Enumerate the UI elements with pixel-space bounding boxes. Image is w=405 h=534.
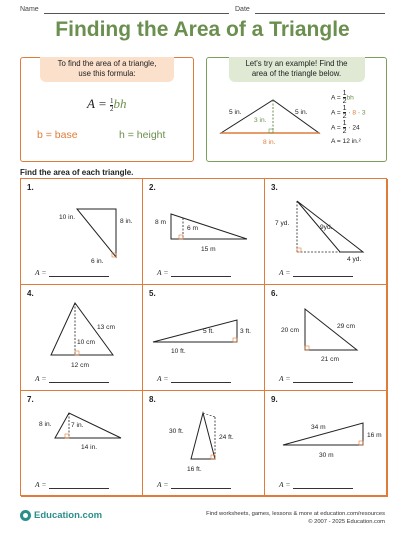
answer-line[interactable]: A = <box>35 480 109 489</box>
example-heading-2: area of the triangle below. <box>251 69 342 78</box>
example-steps <box>331 90 366 148</box>
answer-line[interactable]: A = <box>35 374 109 383</box>
formula-box <box>20 57 194 162</box>
svg-text:6 in.: 6 in. <box>91 258 104 265</box>
example-heading-1: Let's try an example! Find the <box>245 59 348 68</box>
height-legend: h = height <box>119 129 166 141</box>
problem-6 <box>265 285 388 391</box>
problem-9 <box>265 391 388 497</box>
formula-heading-1: To find the area of a triangle, <box>57 59 157 68</box>
svg-text:16 ft.: 16 ft. <box>187 466 202 473</box>
answer-line[interactable]: A = <box>35 268 109 277</box>
step-1: A = $\frac{1}{2}$ bh <box>331 90 354 105</box>
svg-text:10 in.: 10 in. <box>59 214 76 221</box>
svg-text:30 ft.: 30 ft. <box>169 428 184 435</box>
svg-text:10 ft.: 10 ft. <box>171 348 186 355</box>
example-right-side: 5 in. <box>295 109 308 116</box>
svg-text:20 cm: 20 cm <box>281 327 299 334</box>
problem-5 <box>143 285 265 391</box>
problem-3 <box>265 179 388 285</box>
problem-8 <box>143 391 265 497</box>
svg-text:30 m: 30 m <box>319 452 334 459</box>
svg-text:24 ft.: 24 ft. <box>219 434 234 441</box>
problem-7 <box>21 391 143 497</box>
problem-number: 9. <box>271 395 278 404</box>
problem-1 <box>21 179 143 285</box>
problem-number: 1. <box>27 183 34 192</box>
footer-line-1: Find worksheets, games, lessons & more at education.com/resources <box>206 511 385 517</box>
step-3: A = $\frac{1}{2}$ · 24 <box>331 120 360 135</box>
formula-right: bh <box>113 96 127 111</box>
problem-4 <box>21 285 143 391</box>
answer-line[interactable]: A = <box>279 268 353 277</box>
education-logo-icon <box>20 510 31 521</box>
base-legend: b = base <box>37 129 78 141</box>
footer-text <box>206 510 385 526</box>
problem-number: 6. <box>271 289 278 298</box>
svg-text:3 ft.: 3 ft. <box>240 328 251 335</box>
example-height: 3 in. <box>254 117 267 124</box>
answer-line[interactable]: A = <box>279 374 353 383</box>
svg-text:13 cm: 13 cm <box>97 324 115 331</box>
svg-text:7 yd.: 7 yd. <box>275 220 290 227</box>
problem-number: 4. <box>27 289 34 298</box>
svg-text:34 m: 34 m <box>311 424 326 431</box>
instructions: Find the area of each triangle. <box>20 168 134 177</box>
date-label: Date <box>235 6 250 13</box>
svg-text:21 cm: 21 cm <box>321 356 339 363</box>
svg-text:8 in.: 8 in. <box>120 218 133 225</box>
answer-line[interactable]: A = <box>157 268 231 277</box>
svg-text:8 in.: 8 in. <box>39 421 52 428</box>
example-box <box>206 57 387 162</box>
svg-text:7 in.: 7 in. <box>71 422 84 429</box>
svg-text:8 m: 8 m <box>155 219 166 226</box>
svg-text:9yd.: 9yd. <box>320 224 333 231</box>
svg-text:10 cm: 10 cm <box>77 339 95 346</box>
step-2: A = $\frac{1}{2}$ · 8 · 3 <box>331 105 366 120</box>
problem-2 <box>143 179 265 285</box>
svg-text:5 ft.: 5 ft. <box>203 328 214 335</box>
problem-number: 7. <box>27 395 34 404</box>
problem-number: 2. <box>149 183 156 192</box>
education-logo[interactable]: Education.com <box>20 510 102 521</box>
svg-text:12 cm: 12 cm <box>71 362 89 369</box>
date-field[interactable] <box>255 13 385 14</box>
name-label: Name <box>20 6 39 13</box>
formula-heading-2: use this formula: <box>78 69 136 78</box>
area-formula <box>87 96 126 113</box>
svg-text:14 in.: 14 in. <box>81 444 98 451</box>
formula-box-header <box>40 57 174 82</box>
answer-line[interactable]: A = <box>279 480 353 489</box>
example-base: 8 in. <box>263 139 276 146</box>
problem-grid <box>20 178 387 496</box>
name-field[interactable] <box>44 13 229 14</box>
page-title: Finding the Area of a Triangle <box>55 18 350 41</box>
half-fraction: $\frac{1}{2}$ <box>109 96 114 113</box>
svg-text:4 yd.: 4 yd. <box>347 256 362 263</box>
answer-line[interactable]: A = <box>157 480 231 489</box>
answer-line[interactable]: A = <box>157 374 231 383</box>
footer-line-2: © 2007 - 2025 Education.com <box>308 519 385 525</box>
svg-text:16 m: 16 m <box>367 432 382 439</box>
svg-text:29 cm: 29 cm <box>337 323 355 330</box>
svg-text:6 m: 6 m <box>187 225 198 232</box>
problem-number: 5. <box>149 289 156 298</box>
formula-left: A = <box>87 96 107 111</box>
example-left-side: 5 in. <box>229 109 242 116</box>
name-date-line <box>20 6 385 16</box>
svg-text:15 m: 15 m <box>201 246 216 253</box>
step-4: A = 12 in.² <box>331 138 361 145</box>
problem-number: 3. <box>271 183 278 192</box>
problem-number: 8. <box>149 395 156 404</box>
